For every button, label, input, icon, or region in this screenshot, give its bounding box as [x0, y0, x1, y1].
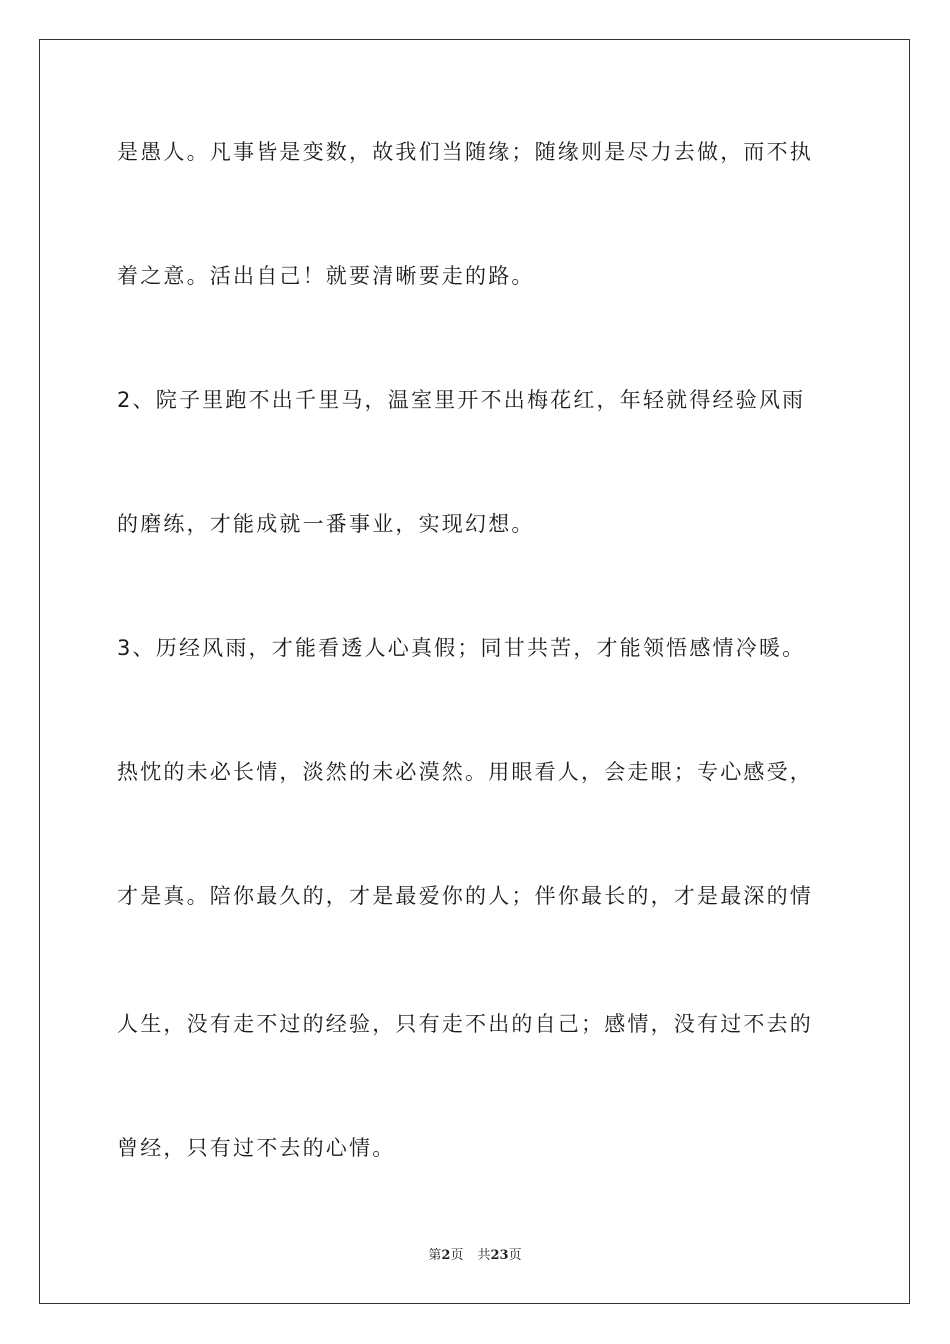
footer-page-suffix: 页: [450, 1248, 464, 1263]
text-line-7: 才是真。陪你最久的，才是最爱你的人；伴你最长的，才是最深的情: [117, 884, 813, 908]
footer-total-suffix: 页: [508, 1248, 522, 1263]
text-line-6: 热忱的未必长情，淡然的未必漠然。用眼看人，会走眼；专心感受，: [117, 760, 813, 784]
text-line-1: 是愚人。凡事皆是变数，故我们当随缘；随缘则是尽力去做，而不执: [117, 140, 813, 164]
text-line-3: 2、院子里跑不出千里马，温室里开不出梅花红，年轻就得经验风雨: [117, 388, 806, 412]
text-line-5: 3、历经风雨，才能看透人心真假；同甘共苦，才能领悟感情冷暖。: [117, 636, 806, 660]
page-footer: [0, 1247, 950, 1265]
text-line-8: 人生，没有走不过的经验，只有走不出的自己；感情，没有过不去的: [117, 1012, 813, 1036]
text-line-2: 着之意。活出自己！就要清晰要走的路。: [117, 264, 535, 288]
footer-page-prefix: 第: [428, 1248, 442, 1263]
text-line-4: 的磨练，才能成就一番事业，实现幻想。: [117, 512, 535, 536]
text-line-9: 曾经，只有过不去的心情。: [117, 1136, 396, 1160]
footer-total-prefix: 共: [477, 1248, 491, 1263]
footer-page-number: 2: [441, 1248, 451, 1263]
page-border: [39, 39, 910, 1304]
footer-total-pages: 23: [490, 1248, 509, 1263]
